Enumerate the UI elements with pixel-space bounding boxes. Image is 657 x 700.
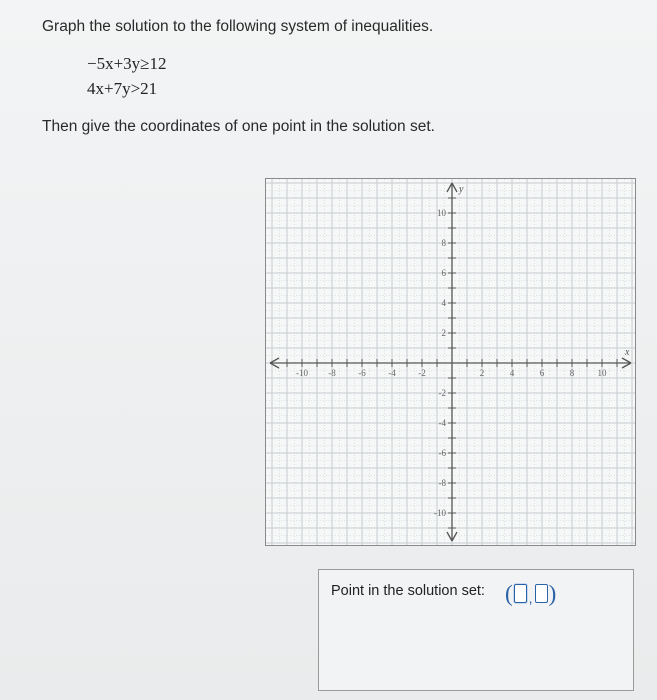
answer-label: Point in the solution set: [331, 583, 485, 599]
x-coordinate-input[interactable] [514, 584, 527, 603]
y-tick-label: -4 [438, 418, 446, 428]
y-tick-label: -10 [434, 508, 446, 518]
x-tick-label: -2 [418, 368, 426, 378]
graphing-tool[interactable] [265, 178, 636, 546]
point-input[interactable] [505, 580, 556, 606]
grid-lines [266, 179, 635, 545]
y-tick-label: 8 [441, 238, 446, 248]
y-tick-label: 10 [437, 208, 446, 218]
inequality-2: 4x+7y>21 [87, 79, 158, 98]
y-tick-label: -6 [438, 448, 446, 458]
question-followup: Then give the coordinates of one point in the solution set. [42, 118, 435, 135]
y-tick-label: 6 [441, 268, 446, 278]
y-tick-label: 4 [441, 298, 446, 308]
x-tick-label: 4 [509, 368, 515, 378]
x-tick-label: 2 [479, 368, 485, 378]
x-tick-label: -6 [358, 368, 366, 378]
y-tick-label: -2 [438, 388, 446, 398]
x-axis-label: x [625, 347, 630, 358]
y-tick-label: -8 [438, 478, 446, 488]
x-tick-label: 6 [539, 368, 545, 378]
x-tick-label: 8 [569, 368, 575, 378]
y-axis-label: y [459, 184, 464, 195]
x-tick-label: -10 [296, 368, 308, 378]
y-coordinate-input[interactable] [535, 584, 548, 603]
inequality-1: −5x+3y≥12 [87, 54, 167, 73]
close-paren: ) [548, 580, 557, 606]
question-prompt: Graph the solution to the following system of inequalities. [42, 18, 434, 35]
y-tick-label: 2 [441, 328, 446, 338]
x-tick-label: 10 [597, 368, 607, 378]
axes [270, 183, 631, 541]
comma: , [528, 590, 533, 606]
coordinate-plane[interactable] [266, 179, 635, 545]
answer-panel [318, 569, 634, 691]
open-paren: ( [505, 580, 513, 606]
x-tick-label: -4 [388, 368, 396, 378]
x-tick-label: -8 [328, 368, 336, 378]
